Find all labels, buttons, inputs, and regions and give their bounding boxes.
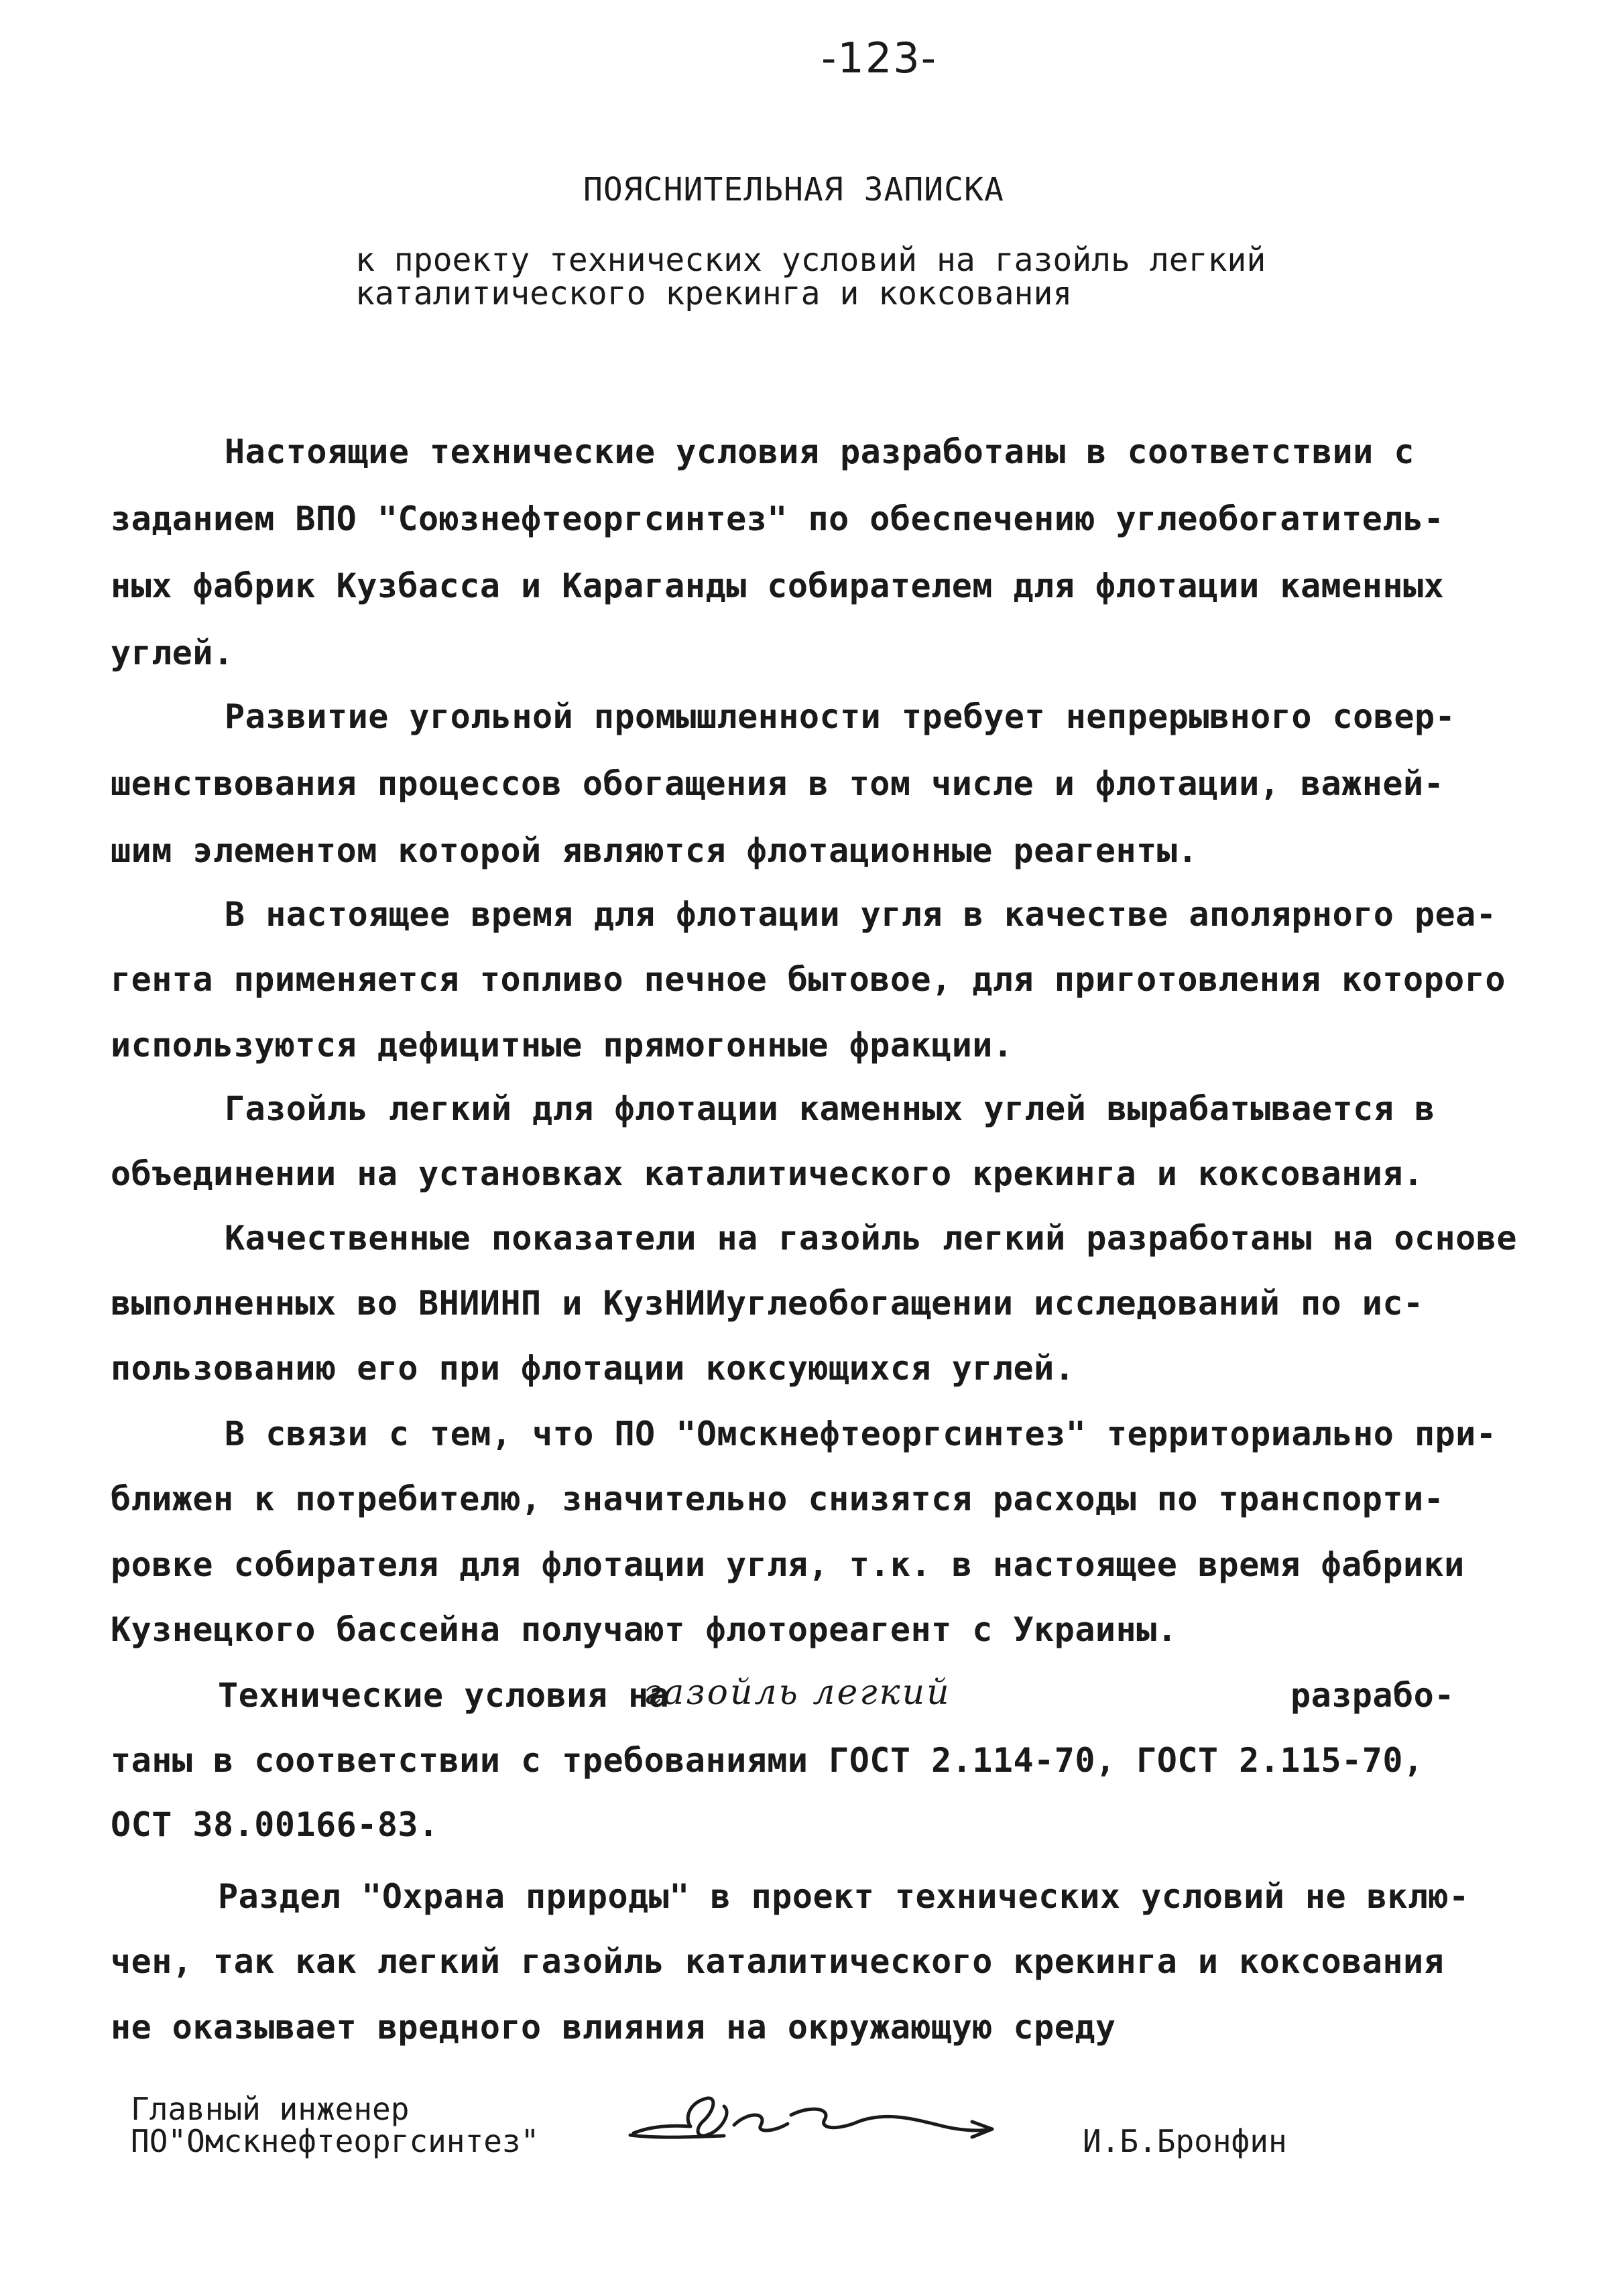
body-line: шенствования процессов обогащения в том числе и флотации, важней- [111,764,1445,803]
handwritten-signature [623,2085,999,2165]
body-line: используются дефицитные прямогонные фракции. [111,1026,1014,1065]
body-line: ближен к потребителю, значительно снизятся расходы по транспорти- [111,1479,1445,1518]
subtitle-line-2: каталитического крекинга и коксования [355,275,1073,312]
body-line: гента применяется топливо печное бытовое, для приготовления которого [111,960,1506,999]
body-line: ОСТ 38.00166-83. [111,1805,439,1844]
body-line: Раздел "Охрана природы" в проект технических условий не вклю- [218,1877,1469,1916]
body-line: пользованию его при флотации коксующихся углей. [111,1349,1075,1388]
body-line: заданием ВПО "Союзнефтеоргсинтез" по обеспечению углеобогатитель- [111,499,1445,538]
signature-position-line-1: Главный инженер [131,2091,410,2127]
body-line: таны в соответствии с требованиями ГОСТ 2.114-70, ГОСТ 2.115-70, [111,1741,1424,1780]
body-line: разрабо- [1290,1676,1455,1715]
body-line: ных фабрик Кузбасса и Караганды собирателем для флотации каменных [111,566,1445,605]
body-line: не оказывает вредного влияния на окружающую среду [111,2008,1116,2047]
body-line: объединении на установках каталитического крекинга и коксования. [111,1154,1424,1193]
handwritten-insert: газойль легкий [644,1673,951,1713]
body-line: Качественные показатели на газойль легкий разработаны на основе [225,1219,1517,1258]
document-title: ПОЯСНИТЕЛЬНАЯ ЗАПИСКА [583,171,1004,208]
body-line: ровке собирателя для флотации угля, т.к. в настоящее время фабрики [111,1545,1465,1584]
signature-position-line-2: ПО"Омскнефтеоргсинтез" [131,2123,540,2159]
body-line: Развитие угольной промышленности требует непрерывного совер- [225,697,1456,736]
body-line: Газойль легкий для флотации каменных углей вырабатывается в [225,1089,1435,1128]
signatory-name: И.Б.Бронфин [1083,2123,1287,2159]
body-line: шим элементом которой являются флотационные реагенты. [111,831,1198,870]
body-line: чен, так как легкий газойль каталитического крекинга и коксования [111,1942,1445,1981]
body-line: Технические условия на [218,1676,670,1715]
body-line: Кузнецкого бассейна получают флотореагент с Украины. [111,1610,1178,1649]
body-line: выполненных во ВНИИНП и КузНИИуглеобогащении исследований по ис- [111,1284,1424,1323]
subtitle-line-1: к проекту технических условий на газойль легкий [355,241,1266,279]
body-line: В настоящее время для флотации угля в качестве аполярного реа- [225,895,1497,934]
body-line: Настоящие технические условия разработаны в соответствии с [225,432,1415,471]
page-number: -123- [821,34,938,82]
body-line: углей. [111,633,234,672]
body-line: В связи с тем, что ПО "Омскнефтеоргсинтез" территориально при- [225,1414,1497,1453]
